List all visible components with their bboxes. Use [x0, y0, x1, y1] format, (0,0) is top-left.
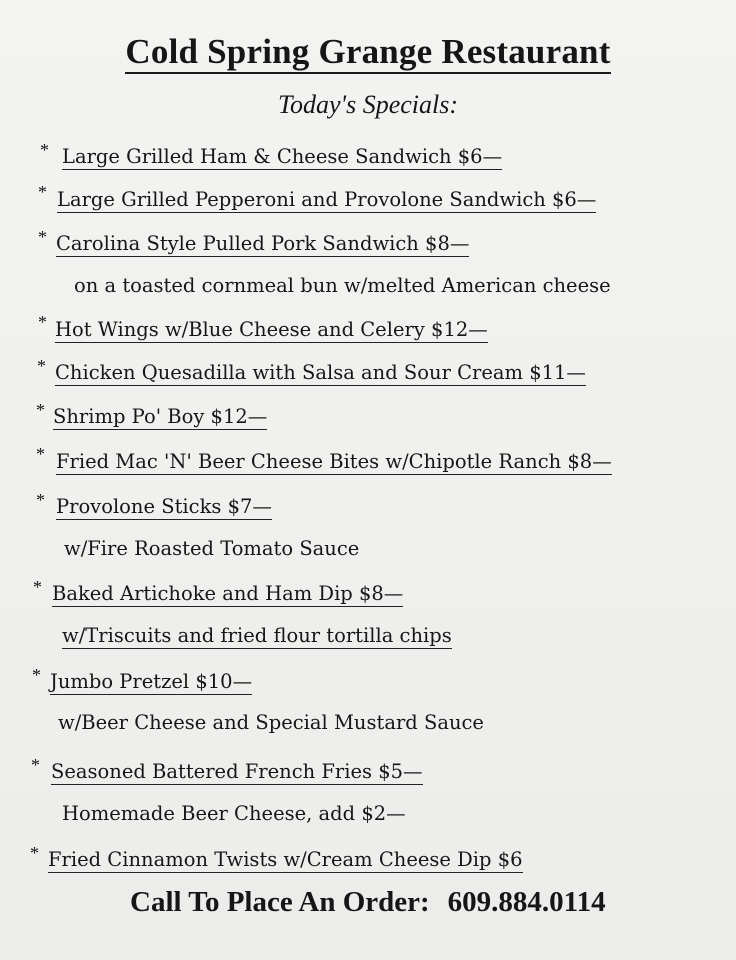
- bullet-star-icon: *: [36, 490, 45, 510]
- bullet-star-icon: *: [31, 755, 40, 775]
- phone-number: 609.884.0114: [447, 886, 606, 918]
- menu-item: [53, 405, 267, 428]
- bullet-star-icon: *: [36, 400, 45, 420]
- menu-item-text: Large Grilled Ham & Cheese Sandwich $6—: [62, 145, 503, 168]
- menu-item-note: w/Beer Cheese and Special Mustard Sauce: [58, 711, 484, 734]
- menu-item-text: Carolina Style Pulled Pork Sandwich $8—: [56, 232, 470, 255]
- menu-item: [57, 188, 596, 211]
- menu-item: [56, 495, 272, 518]
- specials-heading: Today's Specials:: [277, 90, 459, 119]
- menu-item: [51, 760, 423, 783]
- menu-item: [48, 848, 523, 871]
- menu-item-text: Large Grilled Pepperoni and Provolone Sandwich $6—: [57, 188, 597, 211]
- menu-item-text: Fried Mac 'N' Beer Cheese Bites w/Chipotle Ranch $8—: [56, 450, 612, 473]
- bullet-star-icon: *: [33, 577, 42, 597]
- menu-item: [56, 232, 469, 255]
- menu-item-note-text: w/Triscuits and fried flour tortilla chips: [62, 624, 452, 647]
- menu-item-note: on a toasted cornmeal bun w/melted American cheese: [74, 274, 611, 297]
- restaurant-title-text: Cold Spring Grange Restaurant: [125, 32, 610, 74]
- bullet-star-icon: *: [30, 843, 39, 863]
- menu-item-note: w/Fire Roasted Tomato Sauce: [64, 537, 360, 560]
- menu-item-note: [62, 624, 452, 647]
- menu-item-note: Homemade Beer Cheese, add $2—: [62, 802, 406, 825]
- menu-item-text: Shrimp Po' Boy $12—: [53, 405, 268, 428]
- bullet-star-icon: *: [38, 312, 47, 332]
- menu-item: [52, 582, 403, 605]
- menu-item-text: Fried Cinnamon Twists w/Cream Cheese Dip $6: [48, 848, 523, 871]
- bullet-star-icon: *: [36, 444, 45, 464]
- menu-item: [50, 670, 252, 693]
- bullet-star-icon: *: [38, 182, 47, 202]
- menu-item-text: Hot Wings w/Blue Cheese and Celery $12—: [55, 318, 488, 341]
- order-call-line: [130, 886, 606, 919]
- restaurant-title: [0, 32, 736, 72]
- bullet-star-icon: *: [37, 356, 46, 376]
- menu-item: [56, 450, 612, 473]
- bullet-star-icon: *: [38, 227, 47, 247]
- menu-item-text: Baked Artichoke and Ham Dip $8—: [52, 582, 404, 605]
- bullet-star-icon: *: [32, 665, 41, 685]
- menu-item-text: Jumbo Pretzel $10—: [50, 670, 253, 693]
- menu-item: [55, 361, 586, 384]
- order-call-label: Call To Place An Order:: [130, 886, 430, 918]
- menu-item: [62, 145, 502, 168]
- menu-item-text: Seasoned Battered French Fries $5—: [51, 760, 423, 783]
- menu-item-text: Provolone Sticks $7—: [56, 495, 272, 518]
- bullet-star-icon: *: [40, 140, 49, 160]
- menu-item-text: Chicken Quesadilla with Salsa and Sour Cream $11—: [55, 361, 586, 384]
- menu-item: [55, 318, 488, 341]
